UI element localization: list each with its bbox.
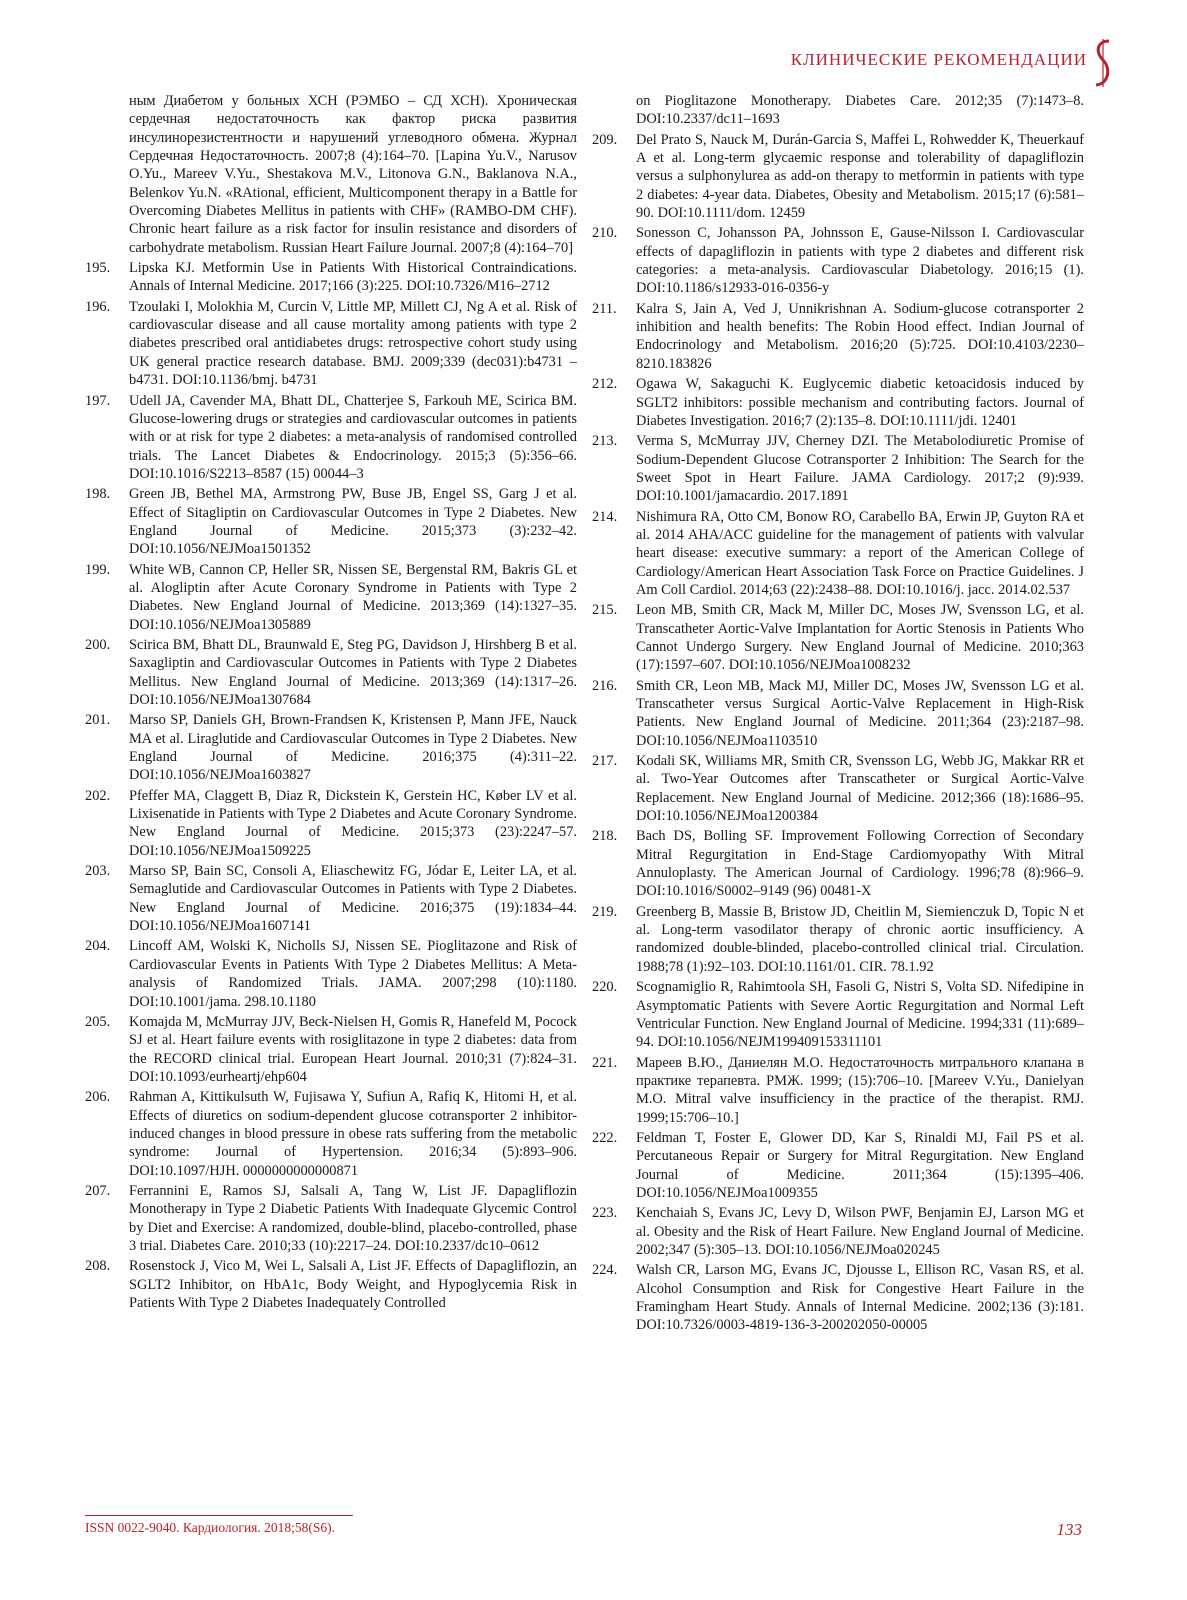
reference-number: 196.: [85, 298, 111, 315]
reference-number: 212.: [592, 376, 618, 393]
reference-number: 210.: [592, 225, 618, 242]
journal-logo-icon: [1091, 38, 1115, 88]
reference-item: [592, 375, 1084, 430]
reference-number: 195.: [85, 260, 111, 277]
reference-text: Kodali SK, Williams MR, Smith CR, Svensson LG, Webb JG, Makkar RR et al. Two-Year Outcomes after Transcatheter or Surgical Aortic-Valve Replacement. New England Journal of Medicine. 2012;366 (18):1686–95. DOI:10.1056/NEJMoa1200384: [636, 753, 1084, 825]
reference-text: Scirica BM, Bhatt DL, Braunwald E, Steg PG, Davidson J, Hirshberg B et al. Saxagliptin and Cardiovascular Outcomes in Patients with Type 2 Diabetes Mellitus. New England Journal of Medicine. 2013;369 (14):1317–26. DOI:10.1056/NEJMoa1307684: [129, 636, 577, 708]
reference-item: [592, 432, 1084, 505]
reference-text: Kenchaiah S, Evans JC, Levy D, Wilson PWF, Benjamin EJ, Larson MG et al. Obesity and the Risk of Heart Failure. New England Journal of Medicine. 2002;347 (5):305–13. DOI:10.1056/NEJMoa020245: [636, 1205, 1084, 1258]
reference-number: 198.: [85, 486, 111, 503]
reference-item: [592, 677, 1084, 750]
reference-item: [85, 862, 577, 935]
reference-number: 216.: [592, 677, 618, 694]
reference-text: Lipska KJ. Metformin Use in Patients With Historical Contraindications. Annals of Internal Medicine. 2017;166 (3):225. DOI:10.7326/M16–2712: [129, 260, 577, 295]
reference-item: [85, 1088, 577, 1180]
reference-number: 219.: [592, 903, 618, 920]
reference-text: Verma S, McMurray JJV, Cherney DZI. The Metabolodiuretic Promise of Sodium-Dependent Glucose Cotransporter 2 Inhibition: The Search for the Sweet Spot in Heart Failure. JAMA Cardiology. 2017;2 (9):939. DOI:10.1001/jamacardio. 2017.1891: [636, 433, 1084, 505]
reference-item: [85, 485, 577, 558]
reference-text: Udell JA, Cavender MA, Bhatt DL, Chatterjee S, Farkouh ME, Scirica BM. Glucose-lowering drugs or strategies and cardiovascular outcomes in patients with or at risk for type 2 diabetes: a meta-analysis of randomised controlled trials. The Lancet Diabetes & Endocrinology. 2015;3 (5):356–66. DOI:10.1016/S2213–8587 (15) 00044–3: [129, 392, 577, 482]
right-column: [592, 92, 1084, 1337]
reference-number: 205.: [85, 1013, 111, 1030]
reference-item: [592, 978, 1084, 1051]
footer-rule: [85, 1515, 353, 1516]
page-number: 133: [1056, 1520, 1082, 1539]
reference-number: 211.: [592, 300, 617, 317]
reference-item: [85, 711, 577, 784]
reference-item: [592, 827, 1084, 900]
reference-number: 202.: [85, 787, 111, 804]
reference-number: 218.: [592, 828, 618, 845]
reference-number: 221.: [592, 1054, 618, 1071]
reference-text: Sonesson C, Johansson PA, Johnsson E, Gause-Nilsson I. Cardiovascular effects of dapagliflozin in patients with type 2 diabetes and different risk categories: a meta-analysis. Cardiovascular Diabetology. 2016;15 (1). DOI:10.1186/s12933-016-0356-y: [636, 225, 1084, 297]
reference-text: Nishimura RA, Otto CM, Bonow RO, Carabello BA, Erwin JP, Guyton RA et al. 2014 AHA/ACC guideline for the management of patients with valvular heart disease: executive summary: a report of the American College of Cardiology/American Heart Association Task Force on Practice Guidelines. J Am Coll Cardiol. 2014;63 (22):2438–88. DOI:10.1016/j. jacc. 2014.02.537: [636, 508, 1084, 598]
reference-number: 222.: [592, 1129, 618, 1146]
reference-item: [592, 752, 1084, 825]
reference-item: [592, 1261, 1084, 1334]
reference-continuation: on Pioglitazone Monotherapy. Diabetes Care. 2012;35 (7):1473–8. DOI:10.2337/dc11–1693: [636, 93, 1084, 128]
reference-number: 207.: [85, 1182, 111, 1199]
reference-item: [592, 903, 1084, 976]
reference-text: Pfeffer MA, Claggett B, Diaz R, Dickstein K, Gerstein HC, Køber LV et al. Lixisenatide in Patients with Type 2 Diabetes and Acute Coronary Syndrome. New England Journal of Medicine. 2015;373 (23):2247–57. DOI:10.1056/NEJMoa1509225: [129, 787, 577, 859]
reference-number: 214.: [592, 508, 618, 525]
reference-text: Scognamiglio R, Rahimtoola SH, Fasoli G, Nistri S, Volta SD. Nifedipine in Asymptomatic Patients with Severe Aortic Regurgitation and Normal Left Ventricular Function. New England Journal of Medicine. 1994;331 (11):689–94. DOI:10.1056/NEJM199409153311101: [636, 979, 1084, 1051]
reference-number: 217.: [592, 753, 618, 770]
reference-text: Bach DS, Bolling SF. Improvement Following Correction of Secondary Mitral Regurgitation in End-Stage Cardiomyopathy With Mitral Annuloplasty. The American Journal of Cardiology. 1996;78 (8):966–9. DOI:10.1016/S0002–9149 (96) 00481-X: [636, 828, 1084, 900]
reference-text: Smith CR, Leon MB, Mack MJ, Miller DC, Moses JW, Svensson LG et al. Transcatheter versus Surgical Aortic-Valve Replacement in High-Risk Patients. New England Journal of Medicine. 2011;364 (23):2187–98. DOI:10.1056/NEJMoa1103510: [636, 677, 1084, 749]
footer-journal: ISSN 0022-9040. Кардиология. 2018;58(S6).: [85, 1520, 336, 1535]
reference-item: [592, 601, 1084, 674]
reference-list-left: [85, 259, 577, 1312]
reference-item: [85, 392, 577, 484]
reference-item: [85, 561, 577, 634]
reference-item: [592, 508, 1084, 600]
reference-text: Marso SP, Bain SC, Consoli A, Eliaschewitz FG, Jódar E, Leiter LA, et al. Semaglutide and Cardiovascular Outcomes in Patients with Type 2 Diabetes. New England Journal of Medicine. 2016;375 (19):1834–44. DOI:10.1056/NEJMoa1607141: [129, 863, 577, 935]
reference-number: 203.: [85, 863, 111, 880]
reference-text: Ferrannini E, Ramos SJ, Salsali A, Tang W, List JF. Dapagliflozin Monotherapy in Type 2 Diabetic Patients With Inadequate Glycemic Control by Diet and Exercise: A randomized, double-blind, placebo-controlled, phase 3 trial. Diabetes Care. 2010;33 (10):2217–24. DOI:10.2337/dc10–0612: [129, 1182, 577, 1254]
reference-text: Kalra S, Jain A, Ved J, Unnikrishnan A. Sodium-glucose cotransporter 2 inhibition and health benefits: The Robin Hood effect. Indian Journal of Endocrinology and Metabolism. 2016;20 (5):725. DOI:10.4103/2230–8210.183826: [636, 300, 1084, 372]
reference-number: 201.: [85, 712, 111, 729]
reference-number: 206.: [85, 1089, 111, 1106]
reference-item: [592, 131, 1084, 223]
reference-number: 224.: [592, 1262, 618, 1279]
reference-continuation: ным Диабетом у больных ХСН (РЭМБО – СД ХСН). Хроническая сердечная недостаточность как фактор риска развития инсулинорезистентности и нарушений углеводного обмена. Журнал Сердечная Недостаточность. 2007;8 (4):164–70. [Lapina Yu.V., Narusov O.Yu., Mareev V.Yu., Shestakova M.V., Litonova G.N., Baklanova N.A., Belenkov Yu.N. «RAtional, efficient, Multicomponent therapy in a Battle for Overcoming Diabetes Mellitus in patients with CHF» (RAMBO-DM CHF). Chronic heart failure as a risk factor for insulin resistance and disorders of carbohydrate metabolism. Russian Heart Failure Journal. 2007;8 (4):164–70]: [129, 93, 577, 256]
reference-text: Greenberg B, Massie B, Bristow JD, Cheitlin M, Siemienczuk D, Topic N et al. Long-term vasodilator therapy of chronic aortic insufficiency. A randomized double-blinded, placebo-controlled clinical trial. Circulation. 1988;78 (1):92–103. DOI:10.1161/01. CIR. 78.1.92: [636, 903, 1084, 975]
reference-text: Green JB, Bethel MA, Armstrong PW, Buse JB, Engel SS, Garg J et al. Effect of Sitagliptin on Cardiovascular Outcomes in Type 2 Diabetes. New England Journal of Medicine. 2015;373 (3):232–42. DOI:10.1056/NEJMoa1501352: [129, 486, 577, 558]
reference-item: [85, 1257, 577, 1312]
reference-text: Tzoulaki I, Molokhia M, Curcin V, Little MP, Millett CJ, Ng A et al. Risk of cardiovascular disease and all cause mortality among patients with type 2 diabetes prescribed oral antidiabetes drugs: retrospective cohort study using UK general practice research database. BMJ. 2009;339 (dec031):b4731 – b4731. DOI:10.1136/bmj. b4731: [129, 298, 577, 389]
reference-text: Komajda M, McMurray JJV, Beck-Nielsen H, Gomis R, Hanefeld M, Pocock SJ et al. Heart failure events with rosiglitazone in type 2 diabetes: data from the RECORD clinical trial. European Heart Journal. 2010;31 (7):824–31. DOI:10.1093/eurheartj/ehp604: [129, 1013, 577, 1085]
reference-text: Ogawa W, Sakaguchi K. Euglycemic diabetic ketoacidosis induced by SGLT2 inhibitors: possible mechanism and contributing factors. Journal of Diabetes Investigation. 2016;7 (2):135–8. DOI:10.1111/jdi. 12401: [636, 376, 1084, 429]
reference-text: Мареев В.Ю., Даниелян М.О. Недостаточность митрального клапана в практике терапевта. РМЖ. 1999; (15):706–10. [Mareev V.Yu., Danielyan M.O. Mitral valve insufficiency in the practice of the therapist. RMJ. 1999;15:706–10.]: [636, 1054, 1084, 1126]
reference-number: 208.: [85, 1258, 111, 1275]
reference-text: Rosenstock J, Vico M, Wei L, Salsali A, List JF. Effects of Dapagliflozin, an SGLT2 Inhibitor, on HbA1c, Body Weight, and Hypoglycemia Risk in Patients With Type 2 Diabetes Inadequately Controlled: [129, 1258, 577, 1311]
reference-number: 197.: [85, 392, 111, 409]
reference-text: Feldman T, Foster E, Glower DD, Kar S, Rinaldi MJ, Fail PS et al. Percutaneous Repair or Surgery for Mitral Regurgitation. New England Journal of Medicine. 2011;364 (15):1395–406. DOI:10.1056/NEJMoa1009355: [636, 1129, 1084, 1201]
reference-item: [592, 300, 1084, 373]
reference-text: Del Prato S, Nauck M, Durán-Garcia S, Maffei L, Rohwedder K, Theuerkauf A et al. Long-term glycaemic response and tolerability of dapagliflozin versus a sulphonylurea as add-on therapy to metformin in patients with type 2 diabetes: 4-year data. Diabetes, Obesity and Metabolism. 2015;17 (6):581–90. DOI:10.1111/dom. 12459: [636, 131, 1084, 222]
reference-item: [85, 1013, 577, 1086]
reference-number: 215.: [592, 602, 618, 619]
reference-number: 213.: [592, 433, 618, 450]
reference-text: White WB, Cannon CP, Heller SR, Nissen SE, Bergenstal RM, Bakris GL et al. Alogliptin after Acute Coronary Syndrome in Patients with Type 2 Diabetes. New England Journal of Medicine. 2013;369 (14):1327–35. DOI:10.1056/NEJMoa1305889: [129, 561, 577, 633]
section-header: КЛИНИЧЕСКИЕ РЕКОМЕНДАЦИИ: [790, 50, 1087, 69]
reference-number: 223.: [592, 1205, 618, 1222]
reference-item: [85, 636, 577, 709]
reference-item: [592, 1204, 1084, 1259]
reference-text: Lincoff AM, Wolski K, Nicholls SJ, Nissen SE. Pioglitazone and Risk of Cardiovascular Events in Patients With Type 2 Diabetes Mellitus: A Meta-analysis of Randomized Trials. JAMA. 2007;298 (10):1180. DOI:10.1001/jama. 298.10.1180: [129, 938, 577, 1010]
reference-item: [85, 1182, 577, 1255]
reference-number: 209.: [592, 131, 618, 148]
reference-number: 220.: [592, 979, 618, 996]
reference-number: 200.: [85, 636, 111, 653]
reference-item: [85, 259, 577, 296]
reference-item: [85, 787, 577, 860]
reference-text: Walsh CR, Larson MG, Evans JC, Djousse L, Ellison RC, Vasan RS, et al. Alcohol Consumption and Risk for Congestive Heart Failure in the Framingham Heart Study. Annals of Internal Medicine. 2002;136 (3):181. DOI:10.7326/0003-4819-136-3-200202050-00005: [636, 1262, 1084, 1334]
reference-text: Leon MB, Smith CR, Mack M, Miller DC, Moses JW, Svensson LG, et al. Transcatheter Aortic-Valve Implantation for Aortic Stenosis in Patients Who Cannot Undergo Surgery. New England Journal of Medicine. 2010;363 (17):1597–607. DOI:10.1056/NEJMoa1008232: [636, 602, 1084, 674]
reference-item: [85, 937, 577, 1010]
reference-text: Rahman A, Kittikulsuth W, Fujisawa Y, Sufiun A, Rafiq K, Hitomi H, et al. Effects of diuretics on sodium-dependent glucose cotransporter 2 inhibitor-induced changes in blood pressure in obese rats suffering from the metabolic syndrome: Journal of Hypertension. 2016;34 (5):893–906. DOI:10.1097/HJH. 0000000000000871: [129, 1089, 577, 1179]
reference-number: 199.: [85, 561, 111, 578]
left-column: [85, 92, 577, 1314]
reference-item: [592, 1054, 1084, 1127]
reference-item: [592, 224, 1084, 297]
reference-item: [85, 298, 577, 390]
reference-number: 204.: [85, 938, 111, 955]
reference-text: Marso SP, Daniels GH, Brown-Frandsen K, Kristensen P, Mann JFE, Nauck MA et al. Liraglutide and Cardiovascular Outcomes in Type 2 Diabetes. New England Journal of Medicine. 2016;375 (4):311–22. DOI:10.1056/NEJMoa1603827: [129, 712, 577, 784]
reference-list-right: [592, 131, 1084, 1335]
reference-item: [592, 1129, 1084, 1202]
